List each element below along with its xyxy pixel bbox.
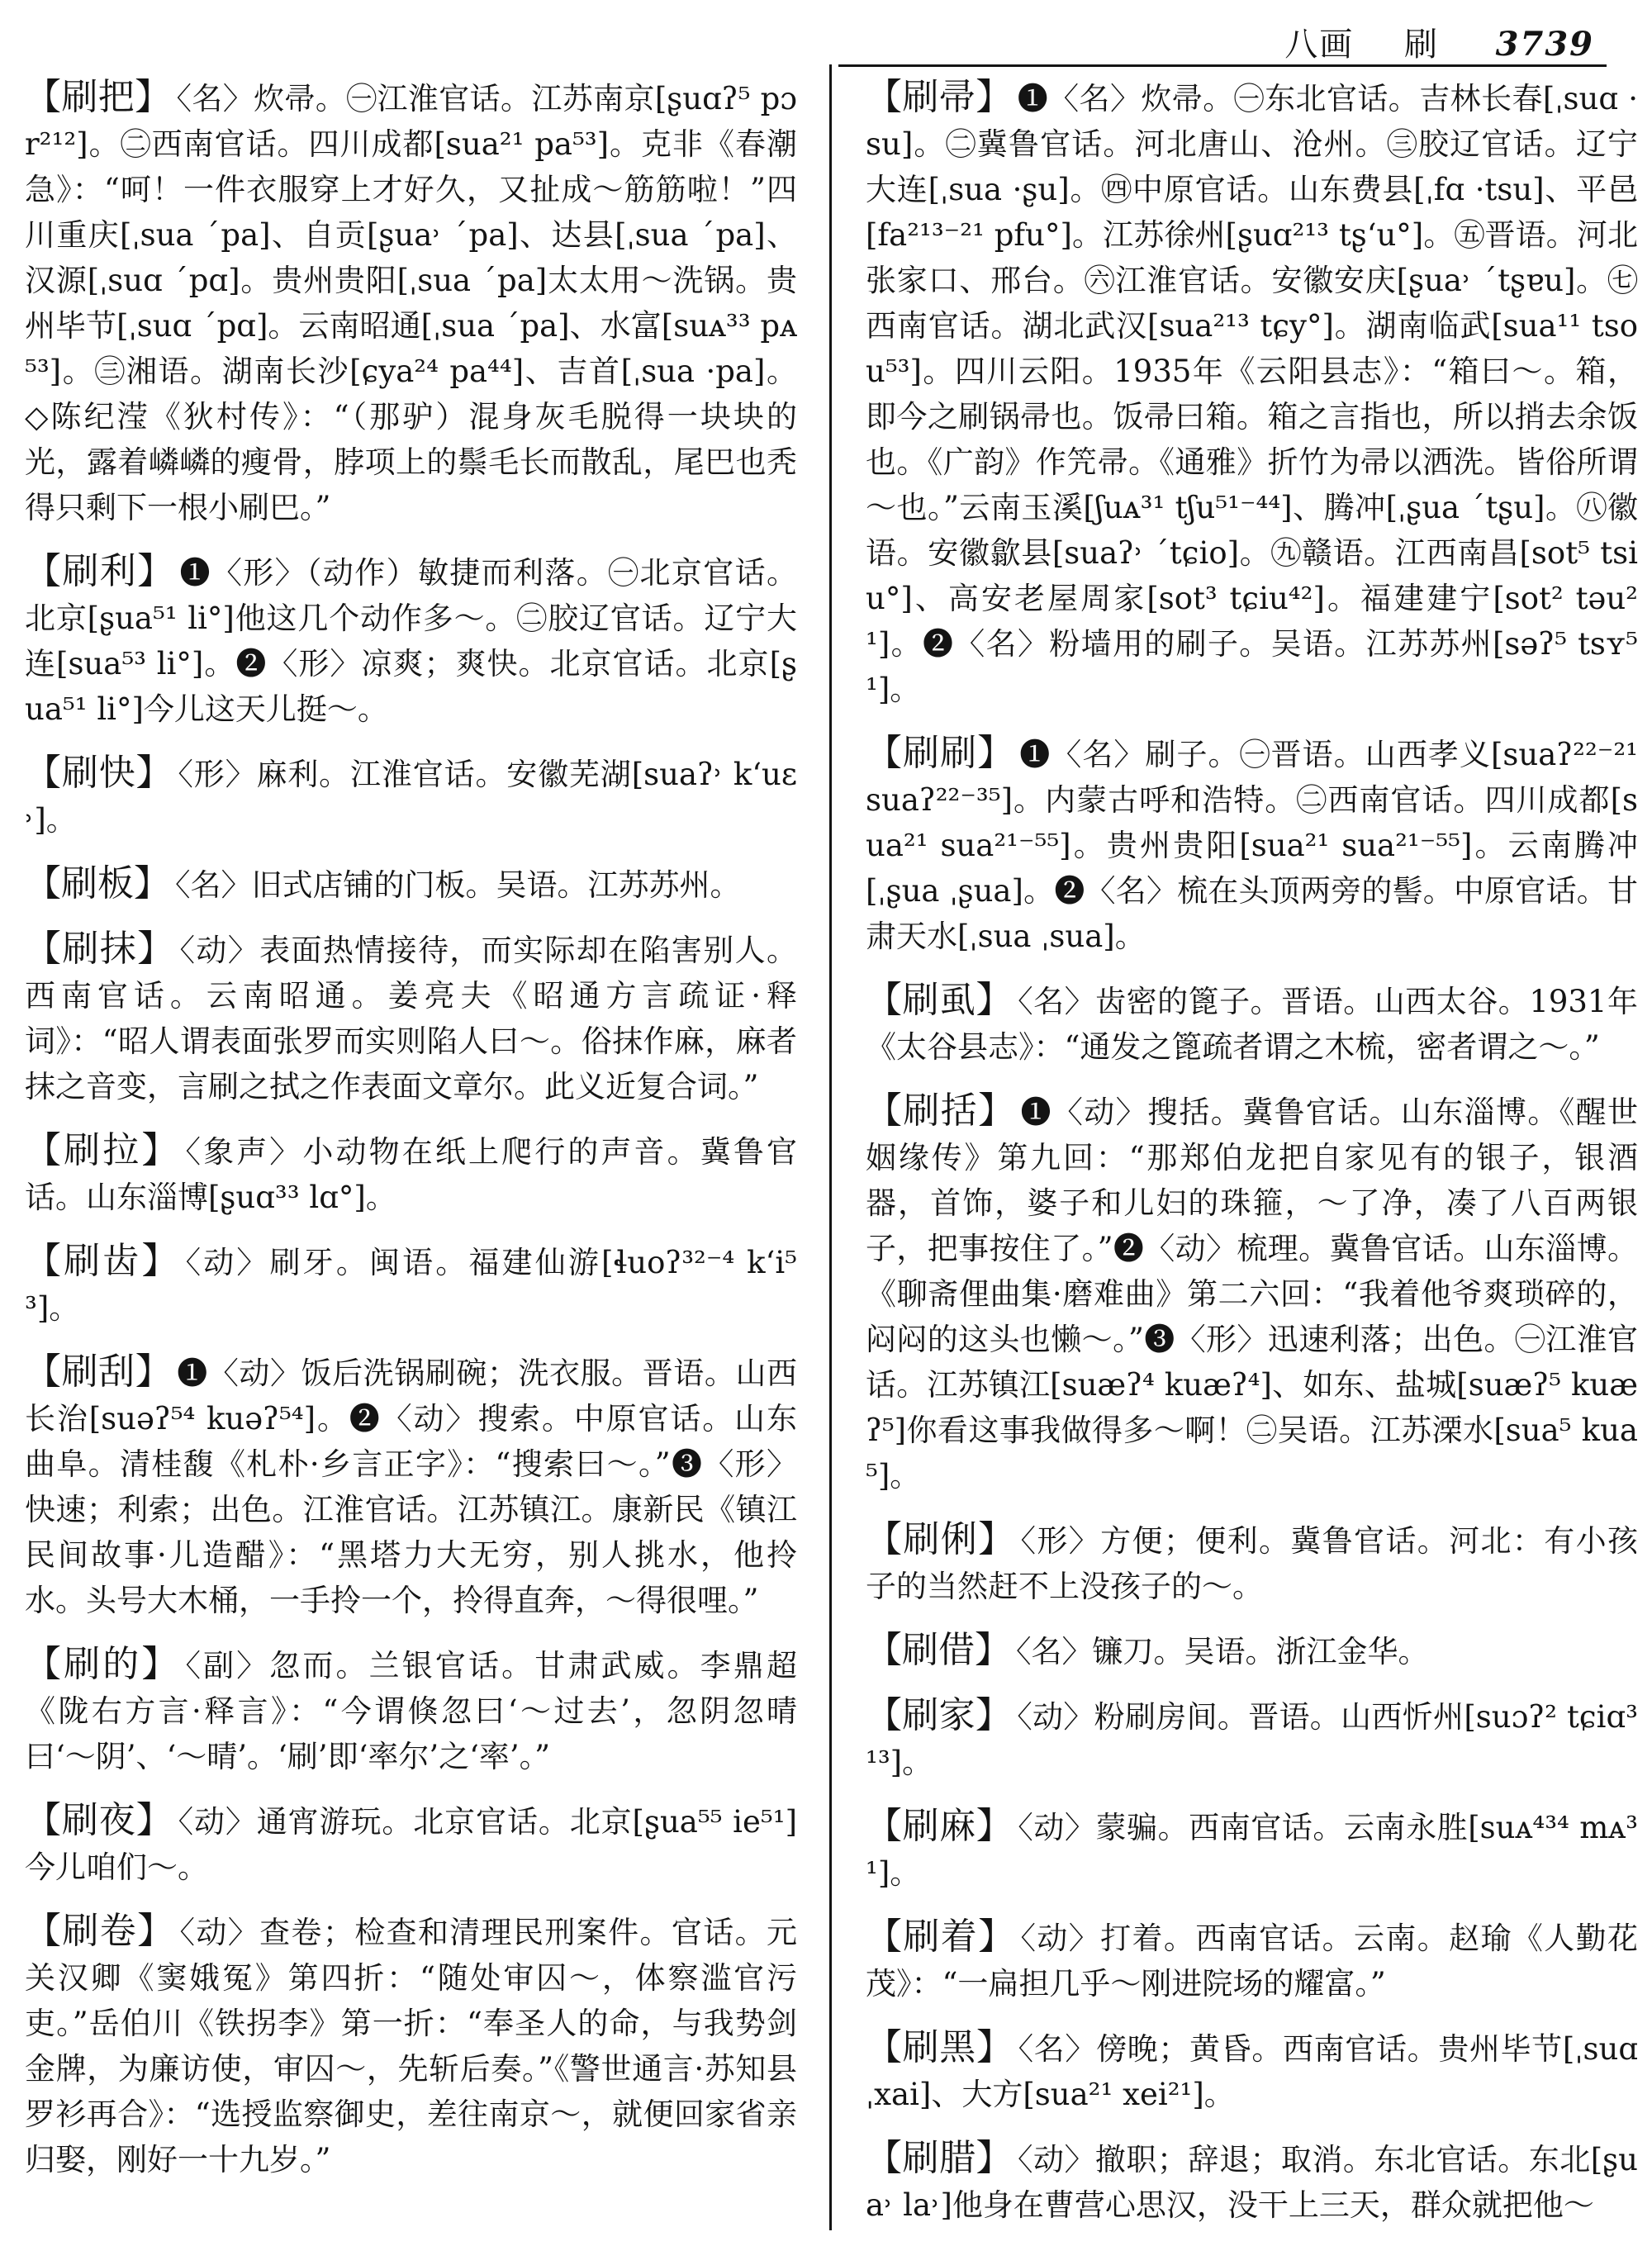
dictionary-entry <box>25 861 797 908</box>
headword: 【刷刷】 <box>866 732 1015 774</box>
definition: 〈副〉忽而。兰银官话。甘肃武威。李鼎超《陇右方言·释言》：“今谓倏忽曰‘～过去’，忽阴忽晴曰‘～阴’、‘～晴’。‘刷’即‘率尔’之‘率’。” <box>25 1648 798 1774</box>
header-character: 刷 <box>1403 26 1439 64</box>
dictionary-entry <box>25 1238 797 1331</box>
definition: 〈动〉粉刷房间。晋语。山西忻州[suɔʔ² tɕiɑ³¹³]。 <box>866 1699 1638 1780</box>
column-divider <box>829 64 832 2230</box>
headword: 【刷抹】 <box>25 928 175 970</box>
dictionary-entry <box>866 1627 1638 1674</box>
dictionary-entry <box>866 74 1638 712</box>
definition: 〈名〉镰刀。吴语。浙江金华。 <box>1016 1634 1429 1669</box>
headword: 【刷卷】 <box>25 1910 175 1952</box>
headword: 【刷刮】 <box>25 1351 173 1393</box>
dictionary-entry <box>25 926 797 1109</box>
definition: 〈动〉通宵游玩。北京官话。北京[ʂua⁵⁵ ie⁵¹]今儿咱们～。 <box>25 1804 797 1885</box>
definition: 〈名〉齿密的篦子。晋语。山西太谷。1931年《太谷县志》：“通发之篦疏者谓之木梳，密者谓之～。” <box>866 984 1638 1065</box>
headword: 【刷拉】 <box>25 1129 181 1171</box>
left-column <box>25 74 797 2201</box>
definition: ❶〈名〉刷子。㊀晋语。山西孝义[suaʔ²²⁻²¹ suaʔ²²⁻³⁵]。内蒙古呼和浩特。㊁西南官话。四川成都[sua²¹ sua²¹⁻⁵⁵]。贵州贵阳[sua²¹ sua²¹⁻⁵⁵]。云南腾冲[ˌʂua ˌʂua]。❷〈名〉梳在头顶两旁的髻。中原官话。甘肃天水[ˌsua ˌsua]。 <box>866 737 1639 954</box>
headword: 【刷括】 <box>866 1090 1016 1132</box>
definition: 〈名〉旧式店铺的门板。吴语。江苏苏州。 <box>175 867 741 903</box>
dictionary-entry <box>25 1128 797 1220</box>
definition: ❶〈形〉（动作）敏捷而利落。㊀北京官话。北京[ʂua⁵¹ li°]他这几个动作多～。㊁胶辽官话。辽宁大连[sua⁵³ li°]。❷〈形〉凉爽；爽快。北京官话。北京[ʂua⁵¹ li°]今儿这天儿挺～。 <box>25 555 798 727</box>
dictionary-entry <box>25 74 797 530</box>
dictionary-entry <box>866 1517 1638 1609</box>
definition: 〈形〉方便；便利。冀鲁官话。河北：有小孩子的当然赶不上没孩子的～。 <box>866 1523 1639 1604</box>
definition: 〈动〉查卷；检查和清理民刑案件。官话。元关汉卿《窦娥冤》第四折：“随处审囚～，体察滥官污吏。”岳伯川《铁拐李》第一折：“奉圣人的命，与我势剑金牌，为廉访使，审囚～，先斩后奏。”《警世通言·苏知县罗衫再合》：“选授监察御史，差往南京～，就便回家省亲归娶，刚好一十九岁。” <box>25 1915 798 2177</box>
definition: ❶〈动〉搜括。冀鲁官话。山东淄博。《醒世姻缘传》第九回：“那郑伯龙把自家见有的银子，银酒器，首饰，婆子和儿妇的珠箍，～了净，凑了八百两银子，把事按住了。”❷〈动〉梳理。冀鲁官话。山东淄博。《聊斋俚曲集·磨难曲》第二六回：“我着他爷爽琐碎的，闷闷的这头也懒～。”❸〈形〉迅速利落；出色。㊀江淮官话。江苏镇江[suæʔ⁴ kuæʔ⁴]、如东、盐城[suæʔ⁵ kuæʔ⁵]你看这事我做得多～啊！㊁吴语。江苏溧水[sua⁵ kua⁵]。 <box>866 1095 1639 1493</box>
dictionary-entry <box>25 1908 797 2182</box>
header-rule <box>838 64 1607 67</box>
headword: 【刷利】 <box>25 550 175 592</box>
definition: 〈象声〉小动物在纸上爬行的声音。冀鲁官话。山东淄博[ʂuɑ³³ lɑ°]。 <box>25 1134 798 1215</box>
definition: 〈动〉打着。西南官话。云南。赵瑜《人勤花茂》：“一扁担几乎～刚进院场的耀富。” <box>866 1921 1639 2001</box>
section-label: 八画 <box>1284 26 1355 64</box>
headword: 【刷帚】 <box>866 76 1013 118</box>
dictionary-entry <box>25 1349 797 1623</box>
dictionary-entry <box>866 1803 1638 1896</box>
dictionary-entry <box>866 1088 1638 1498</box>
right-column <box>866 74 1638 2246</box>
dictionary-entry <box>25 548 797 732</box>
dictionary-entry <box>866 1914 1638 2006</box>
definition: 〈形〉麻利。江淮官话。安徽芜湖[suaʔ˒ kʻuɛ˒]。 <box>25 757 798 838</box>
dictionary-entry <box>25 1641 797 1779</box>
definition: 〈动〉刷牙。闽语。福建仙游[ɬuoʔ³²⁻⁴ kʻi⁵³]。 <box>25 1245 797 1326</box>
page-number: 3739 <box>1495 25 1594 64</box>
headword: 【刷着】 <box>866 1916 1016 1958</box>
dictionary-entry <box>866 1693 1638 1785</box>
definition: 〈动〉蒙骗。西南官话。云南永胜[suᴀ⁴³⁴ mᴀ³¹]。 <box>866 1810 1639 1891</box>
headword: 【刷齿】 <box>25 1240 181 1282</box>
headword: 【刷的】 <box>25 1643 181 1685</box>
headword: 【刷黑】 <box>866 2026 1014 2068</box>
headword: 【刷把】 <box>25 76 172 118</box>
dictionary-entry <box>25 1797 797 1890</box>
definition: ❶〈动〉饭后洗锅刷碗；洗衣服。晋语。山西长治[suəʔ⁵⁴ kuəʔ⁵⁴]。❷〈动〉搜索。中原官话。山东曲阜。清桂馥《札朴·乡言正字》：“搜索曰～。”❸〈形〉快速；利索；出色。江淮官话。江苏镇江。康新民《镇江民间故事·儿造醋》：“黑塔力大无穷，别人挑水，他拎水。头号大木桶，一手拎一个，拎得直奔，～得很哩。” <box>25 1356 798 1618</box>
headword: 【刷麻】 <box>866 1805 1014 1847</box>
headword: 【刷家】 <box>866 1694 1013 1736</box>
dictionary-entry <box>866 2135 1638 2228</box>
headword: 【刷板】 <box>25 862 170 905</box>
headword: 【刷腊】 <box>866 2137 1013 2179</box>
headword: 【刷快】 <box>25 752 173 794</box>
dictionary-entry <box>866 977 1638 1070</box>
running-header <box>1284 18 1594 65</box>
definition: 〈名〉傍晚；黄昏。西南官话。贵州毕节[ˌsuɑ ˌxai]、大方[sua²¹ xei²¹]。 <box>866 2031 1639 2112</box>
dictionary-entry <box>866 730 1638 959</box>
definition: 〈名〉炊帚。㊀江淮官话。江苏南京[ʂuɑʔ⁵ pɔr²¹²]。㊁西南官话。四川成都[sua²¹ pa⁵³]。克非《春潮急》：“呵！一件衣服穿上才好久，又扯成～筋筋啦！”四川重庆[ˌsua ˊpa]、自贡[ʂua˒ ˊpa]、达县[ˌsua ˊpa]、汉源[ˌsuɑ ˊpɑ]。贵州贵阳[ˌsua ˊpa]太太用～洗锅。贵州毕节[ˌsuɑ ˊpɑ]。云南昭通[ˌsua ˊpa]、水富[suᴀ³³ pᴀ⁵³]。㊂湘语。湖南长沙[ɕya²⁴ pa⁴⁴]、吉首[ˌsua ·pa]。◇陈纪滢《狄村传》：“（那驴）混身灰毛脱得一块块的光，露着嶙嶙的瘦骨，脖项上的鬃毛长而散乱，尾巴也秃得只剩下一根小刷巴。” <box>25 81 798 525</box>
headword: 【刷借】 <box>866 1629 1011 1671</box>
dictionary-entry <box>866 2025 1638 2117</box>
definition: ❶〈名〉炊帚。㊀东北官话。吉林长春[ˌsuɑ ·su]。㊁冀鲁官话。河北唐山、沧州。㊂胶辽官话。辽宁大连[ˌsua ·ʂu]。㊃中原官话。山东费县[ˌfɑ ·tsu]、平邑[fa²¹³⁻²¹ pfu°]。江苏徐州[ʂuɑ²¹³ tʂʻu°]。㊄晋语。河北张家口、邢台。㊅江淮官话。安徽安庆[ʂua˒ ˊtʂɐu]。㊆西南官话。湖北武汉[sua²¹³ tɕy°]。湖南临武[sua¹¹ tsou⁵³]。四川云阳。1935年《云阳县志》：“箱曰～。箱，即今之刷锅帚也。饭帚曰箱。箱之言指也，所以捎去余饭也。《广韵》作笐帚。《通雅》折竹为帚以洒洗。皆俗所谓～也。”云南玉溪[ʃuᴀ³¹ tʃu⁵¹⁻⁴⁴]、腾冲[ˌʂua ˊtʂu]。㊇徽语。安徽歙县[suaʔ˒ ˊtɕio]。㊈赣语。江西南昌[sot⁵ tsiu°]、高安老屋周家[sot³ tɕiu⁴²]。福建建宁[sot² təu²¹]。❷〈名〉粉墙用的刷子。吴语。江苏苏州[səʔ⁵ tsʏ⁵¹]。 <box>866 81 1638 707</box>
definition: 〈动〉撤职；辞退；取消。东北官话。东北[ʂua˒ la˒]他身在曹营心思汉，没干上三天，群众就把他～ <box>866 2142 1639 2223</box>
headword: 【刷虱】 <box>866 979 1014 1021</box>
headword: 【刷俐】 <box>866 1518 1016 1560</box>
headword: 【刷夜】 <box>25 1799 173 1841</box>
dictionary-entry <box>25 750 797 843</box>
definition: 〈动〉表面热情接待，而实际却在陷害别人。西南官话。云南昭通。姜亮夫《昭通方言疏证·释词》：“昭人谓表面张罗而实则陷人曰～。俗抹作麻，麻者抹之音变，言刷之拭之作表面文章尔。此义近复合词。” <box>25 933 798 1104</box>
